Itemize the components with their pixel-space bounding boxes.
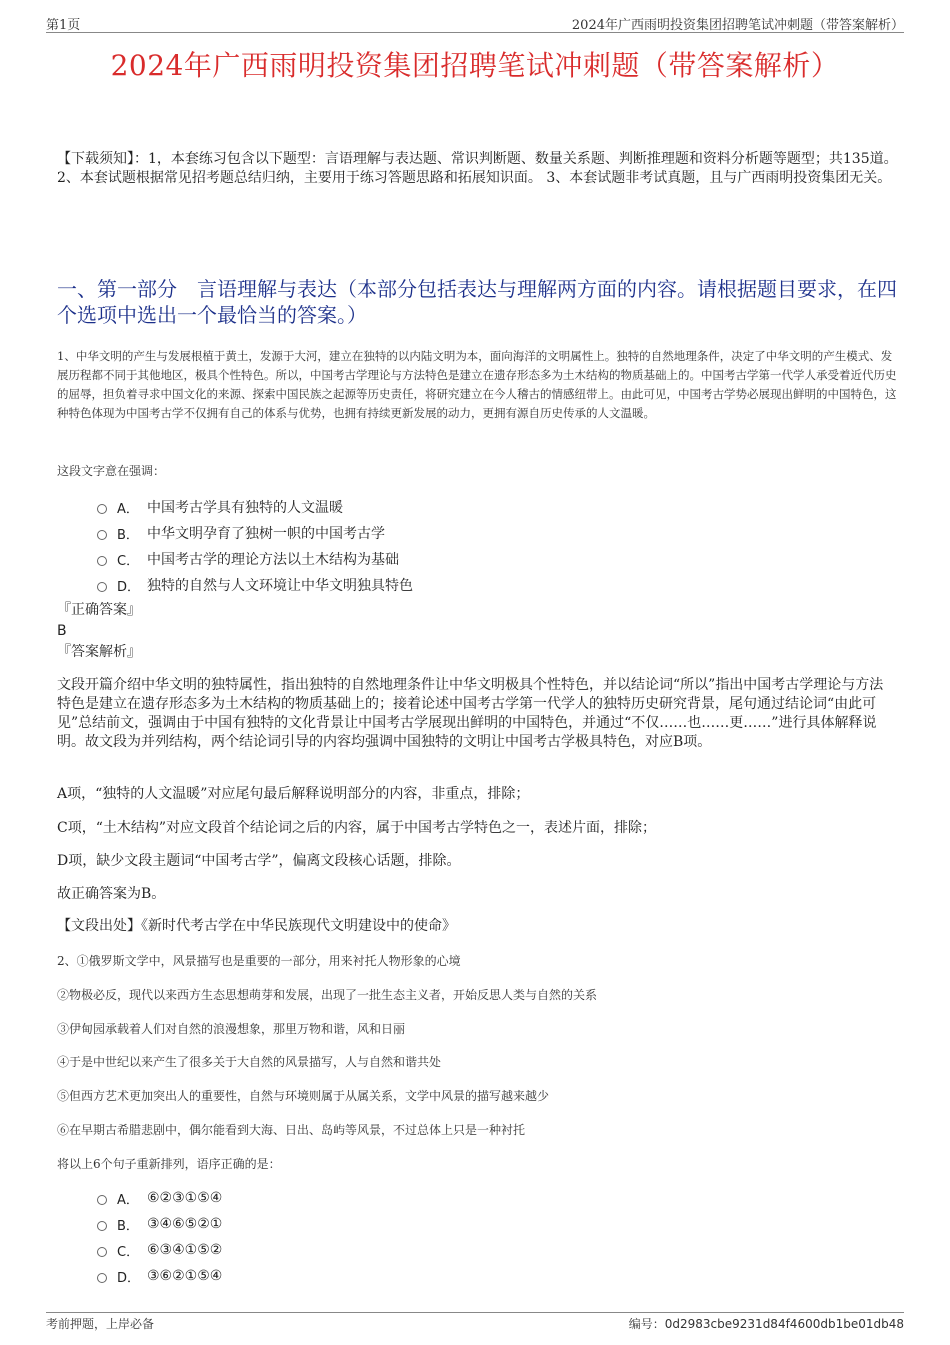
option-text: 独特的自然与人文环境让中华文明独具特色 [147, 578, 413, 594]
option-text: ③④⑥⑤②① [147, 1216, 223, 1232]
radio-icon[interactable] [97, 556, 107, 566]
question-1-options [97, 494, 413, 598]
radio-icon[interactable] [97, 582, 107, 592]
header-divider [46, 32, 904, 33]
footer-slogan: 考前押题，上岸必备 [46, 1317, 155, 1331]
answer-value: B [57, 623, 67, 639]
question-2-sentence: ②物极必反，现代以来西方生态思想萌芽和发展，出现了一批生态主义者，开始反思人类与自然的关系 [57, 988, 598, 1002]
document-title: 2024年广西雨明投资集团招聘笔试冲刺题（带答案解析） [110, 49, 840, 82]
option-letter: A． [117, 501, 139, 517]
analysis-option-d: D项，缺少文段主题词“中国考古学”，偏离文段核心话题，排除。 [57, 853, 461, 869]
question-2-stem: 将以上6个句子重新排列，语序正确的是： [57, 1157, 281, 1171]
answer-conclusion: 故正确答案为B。 [57, 886, 166, 902]
analysis-label: 『答案解析』 [57, 644, 141, 660]
option-text: ③⑥②①⑤④ [147, 1268, 223, 1284]
option-c[interactable] [97, 1237, 222, 1263]
document-code: 0d2983cbe9231d84f4600db1be01db48 [664, 1317, 904, 1331]
option-letter: B． [117, 527, 139, 543]
option-letter: B． [117, 1218, 139, 1234]
option-letter: D． [117, 579, 141, 595]
option-d[interactable] [97, 572, 413, 598]
option-text: 中华文明孕育了独树一帜的中国考古学 [147, 526, 385, 542]
question-2-sentence: 2、①俄罗斯文学中，风景描写也是重要的一部分，用来衬托人物形象的心境 [57, 954, 461, 968]
option-c[interactable] [97, 546, 413, 572]
analysis-option-a: A项，“独特的人文温暖”对应尾句最后解释说明部分的内容，非重点，排除； [57, 786, 530, 802]
option-b[interactable] [97, 1211, 222, 1237]
option-text: 中国考古学具有独特的人文温暖 [147, 500, 343, 516]
answer-label: 『正确答案』 [57, 602, 141, 618]
option-letter: C． [117, 553, 140, 569]
question-2-sentence: ③伊甸园承载着人们对自然的浪漫想象，那里万物和谐，风和日丽 [57, 1022, 406, 1036]
radio-icon[interactable] [97, 1221, 107, 1231]
question-1-passage: 1、中华文明的产生与发展根植于黄土，发源于大河，建立在独特的以内陆文明为本，面向海洋的文明属性上。独特的自然地理条件，决定了中华文明的产生模式、发展历程都不同于其他地区，极具个性特色。所以，中国考古学理论与方法特色是建立在遗存形态多为土木结构的物质基础上的。中国考古学第一代学人承受着近代历史的屈辱，担负着寻求中国文化的来源、探索中国民族之起源等历史责任，将研究建立在今人稽古的情感纽带上。由此可见，中国考古学势必展现出鲜明的中国特色，这种特色体现为中国考古学不仅拥有自己的体系与优势，也拥有持续更新发展的动力，更拥有源自历史传承的人文温暖。 [57, 349, 897, 420]
option-text: ⑥②③①⑤④ [147, 1190, 223, 1206]
answer-block [57, 600, 141, 663]
option-letter: C． [117, 1244, 140, 1260]
radio-icon[interactable] [97, 504, 107, 514]
download-notice: 【下载须知】：1，本套练习包含以下题型：言语理解与表达题、常识判断题、数量关系题、判断推理题和资料分析题等题型；共135道。 2、本套试题根据常见招考题总结归纳，主要用于练习答题思路和拓展知识面。 3、本套试题非考试真题，且与广西雨明投资集团无关。 [57, 151, 898, 186]
radio-icon[interactable] [97, 1247, 107, 1257]
passage-source: 【文段出处】《新时代考古学在中华民族现代文明建设中的使命》 [57, 918, 456, 934]
radio-icon[interactable] [97, 530, 107, 540]
option-d[interactable] [97, 1263, 222, 1289]
question-2-sentence: ④于是中世纪以来产生了很多关于大自然的风景描写，人与自然和谐共处 [57, 1055, 442, 1069]
analysis-option-c: C项，“土木结构”对应文段首个结论词之后的内容，属于中国考古学特色之一，表述片面，排除； [57, 820, 657, 836]
question-1-stem: 这段文字意在强调： [57, 464, 166, 478]
footer-divider [46, 1312, 904, 1313]
option-letter: A． [117, 1192, 139, 1208]
analysis-text: 文段开篇介绍中华文明的独特属性，指出独特的自然地理条件让中华文明极具个性特色，并以结论词“所以”指出中国考古学理论与方法特色是建立在遗存形态多为土木结构的物质基础上的；接着论述中国考古学第一代学人的独特历史研究背景，尾句通过结论词“由此可见”总结前文，强调由于中国有独特的文化背景让中国考古学展现出鲜明的中国特色，并通过“不仅……也……更……”进行具体解释说明。故文段为并列结构，两个结论词引导的内容均强调中国独特的文明让中国考古学极具特色，对应B项。 [57, 677, 884, 750]
question-2-options [97, 1185, 222, 1289]
option-b[interactable] [97, 520, 413, 546]
running-title: 2024年广西雨明投资集团招聘笔试冲刺题（带答案解析） [571, 18, 904, 33]
option-a[interactable] [97, 1185, 222, 1211]
page-number: 第1页 [46, 18, 81, 33]
option-text: ⑥③④①⑤② [147, 1242, 223, 1258]
option-letter: D． [117, 1270, 141, 1286]
question-2-sentence: ⑥在早期古希腊悲剧中，偶尔能看到大海、日出、岛屿等风景，不过总体上只是一种衬托 [57, 1123, 526, 1137]
code-label: 编号： [628, 1317, 665, 1331]
section-title: 一、第一部分 言语理解与表达（本部分包括表达与理解两方面的内容。请根据题目要求，在四个选项中选出一个最恰当的答案。） [57, 277, 897, 327]
question-2-sentence: ⑤但西方艺术更加突出人的重要性，自然与环境则属于从属关系，文学中风景的描写越来越少 [57, 1089, 550, 1103]
radio-icon[interactable] [97, 1195, 107, 1205]
option-a[interactable] [97, 494, 413, 520]
radio-icon[interactable] [97, 1273, 107, 1283]
footer-code [629, 1315, 904, 1332]
option-text: 中国考古学的理论方法以土木结构为基础 [147, 552, 399, 568]
